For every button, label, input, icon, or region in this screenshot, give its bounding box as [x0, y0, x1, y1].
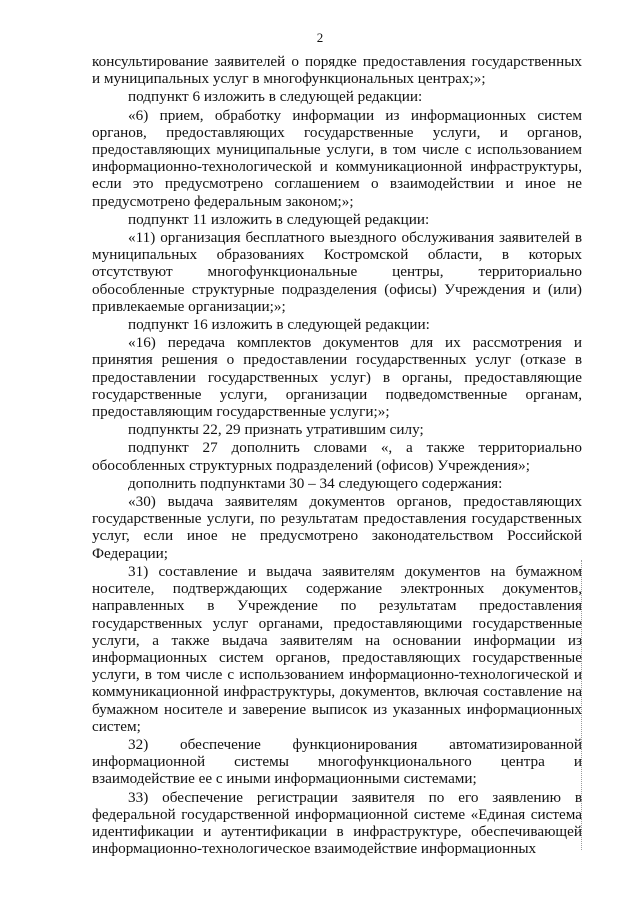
paragraph: подпункт 11 изложить в следующей редакции:: [128, 210, 430, 228]
paragraph: «11) организация бесплатного выездного обслуживания заявителей в муниципальных образованиях Костромской области, в которых отсутствуют многофункциональные центры, территориально обособленные структурные подразделения (офисы) Учреждения и (или) привлекаемые организации;»;: [92, 229, 582, 315]
paragraph: 31) составление и выдача заявителям документов на бумажном носителе, подтверждающих содержание электронных документов, направленных в Учреждение по результатам предоставления государственных услуг органами, предоставляющими государственные услуги, а также выдача заявителям на основании информации из информационных систем органов, предоставляющих государственные услуги, в том числе с использованием информационно-технологической и коммуникационной инфраструктуры, документов, включая составление на бумажном носителе и заверение выписок из указанных информационных систем;: [92, 562, 582, 735]
paragraph: «16) передача комплектов документов для их рассмотрения и принятия решения о предоставлении государственных услуг (отказе в предоставлении государственных услуг) в органы, предоставляющие государственные услуги, организации подведомственные органам, предоставляющим государственные услуги;»;: [92, 334, 582, 421]
paragraph: подпункт 16 изложить в следующей редакции:: [128, 316, 430, 334]
paragraph: подпункты 22, 29 признать утратившим силу;: [128, 421, 424, 439]
paragraph: консультирование заявителей о порядке предоставления государственных и муниципальных услуг в многофункциональных центрах;»;: [92, 53, 582, 88]
paragraph: подпункт 6 изложить в следующей редакции:: [128, 88, 423, 106]
paragraph: «30) выдача заявителям документов органов, предоставляющих государственные услуги, по результатам предоставления государственных услуг, если иное не предусмотрено законодательством Российской Федерации;: [92, 493, 582, 562]
document-body: [92, 53, 582, 857]
paragraph: 33) обеспечение регистрации заявителя по его заявлению в федеральной государственной информационной системе «Единая система идентификации и аутентификации в инфраструктуре, обеспечивающей информационно-технологическое взаимодействие информационных: [92, 788, 582, 858]
paragraph: «6) прием, обработку информации из информационных систем органов, предоставляющих государственные услуги, и органов, предоставляющих муниципальные услуги, в том числе с использованием информационно-технологической и коммуникационной инфраструктуры, если это предусмотрено соглашением о взаимодействии и иное не предусмотрено федеральным законом;»;: [92, 106, 582, 210]
paragraph: подпункт 27 дополнить словами «, а также территориально обособленных структурных подразделений (офисов) Учреждения»;: [92, 439, 582, 474]
paragraph: дополнить подпунктами 30 – 34 следующего содержания:: [128, 474, 503, 492]
page-number: 2: [316, 30, 324, 45]
paragraph: 32) обеспечение функционирования автоматизированной информационной системы многофункционального центра и взаимодействие ее с иными информационными системами;: [92, 735, 582, 788]
